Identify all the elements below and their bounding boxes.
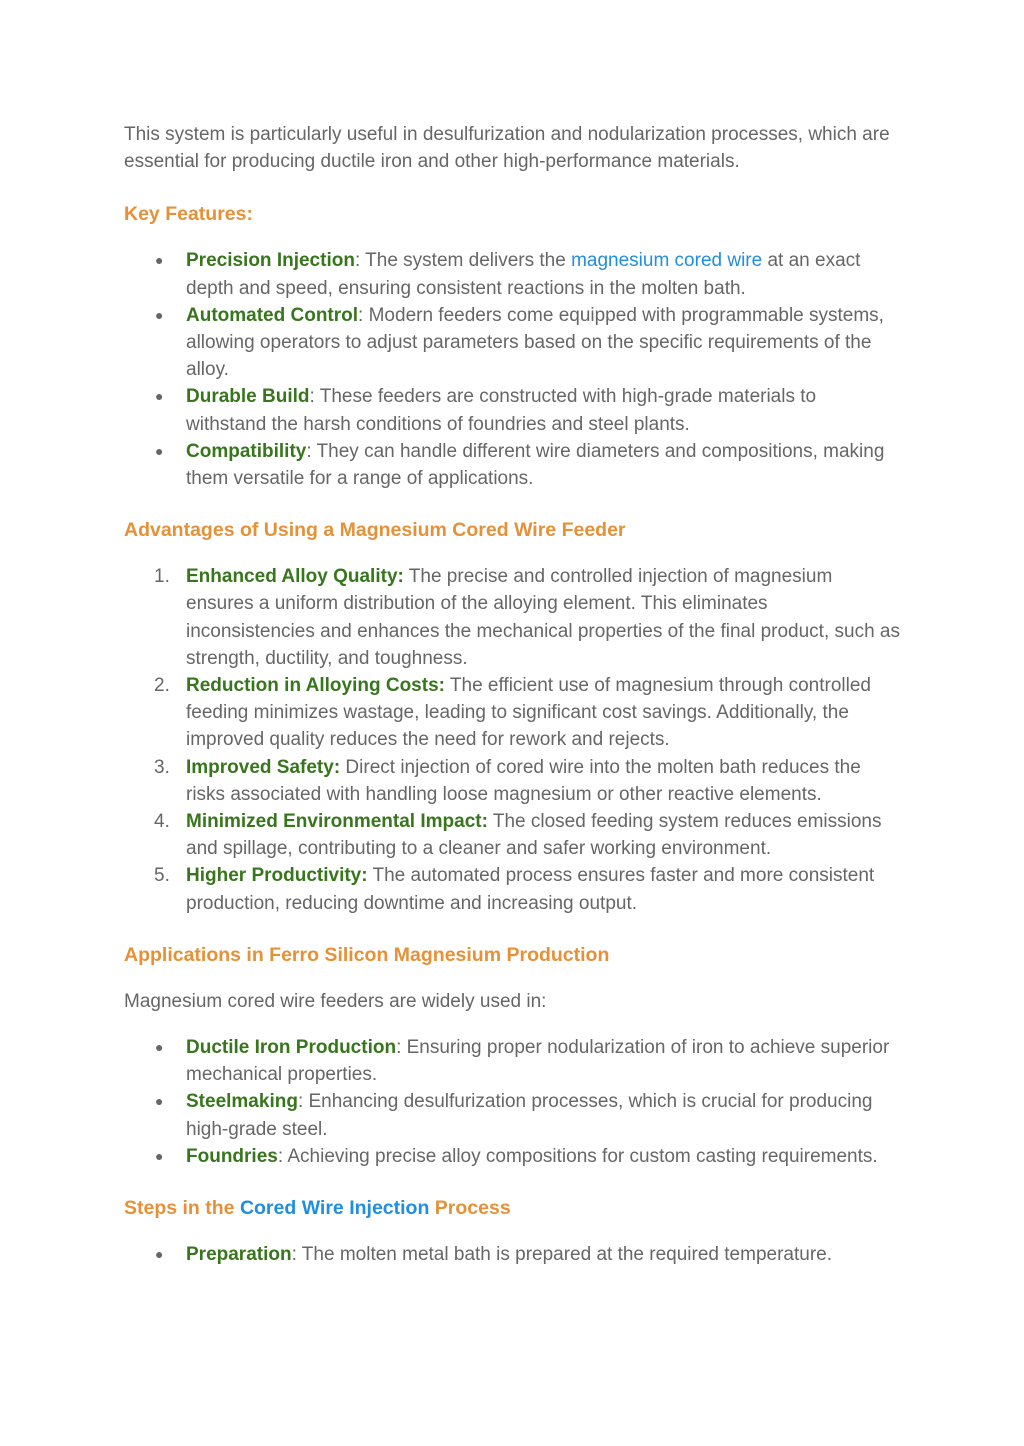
term-label: Ductile Iron Production: [186, 1037, 397, 1059]
item-number: 4.: [154, 811, 170, 833]
applications-lead: Magnesium cored wire feeders are widely used in:: [124, 990, 547, 1012]
list-item: [154, 672, 900, 754]
item-text: The efficient use of magnesium through controlled feeding minimizes wastage, leading to significant cost savings. Additionally, the improved quality reduces the need for rework and rejects.: [186, 675, 871, 751]
list-item: [155, 383, 900, 437]
term-label: Compatibility: [186, 440, 307, 462]
item-text: Direct injection of cored wire into the molten bath reduces the risks associated with handling loose magnesium or other reactive elements.: [186, 756, 861, 805]
term-label: Precision Injection: [186, 250, 355, 272]
term-label: Preparation: [186, 1244, 292, 1266]
item-text: at an exact depth and speed, ensuring consistent reactions in the molten bath.: [186, 250, 861, 299]
list-item: [154, 563, 900, 672]
cored-wire-injection-link[interactable]: Cored Wire Injection: [239, 1197, 430, 1220]
bullet-icon: ●: [155, 442, 164, 459]
applications-list: [124, 1034, 900, 1170]
magnesium-cored-wire-link[interactable]: magnesium cored wire: [571, 250, 763, 272]
term-label: Automated Control: [186, 304, 359, 326]
steps-heading: [124, 1195, 900, 1222]
term-label: Foundries: [186, 1145, 278, 1167]
term-label: Higher Productivity:: [186, 865, 368, 887]
item-text: The automated process ensures faster and more consistent production, reducing downtime and increasing output.: [186, 865, 875, 914]
list-item: [155, 438, 900, 492]
item-text: : Achieving precise alloy compositions for custom casting requirements.: [277, 1145, 878, 1167]
bullet-icon: ●: [155, 1147, 164, 1164]
bullet-icon: ●: [155, 1246, 164, 1263]
term-label: Durable Build: [186, 386, 310, 408]
bullet-icon: ●: [155, 306, 164, 323]
list-item: [155, 302, 900, 384]
bullet-icon: ●: [155, 388, 164, 405]
item-text: The closed feeding system reduces emissions and spillage, contributing to a cleaner and safer working environment.: [186, 811, 882, 860]
term-label: Minimized Environmental Impact:: [186, 811, 488, 833]
list-item: [155, 247, 900, 301]
item-number: 5.: [154, 865, 170, 887]
item-text: : Ensuring proper nodularization of iron to achieve superior mechanical properties.: [186, 1037, 890, 1086]
steps-list: [124, 1241, 900, 1268]
advantages-heading: Advantages of Using a Magnesium Cored Wire Feeder: [124, 519, 626, 542]
item-text: The precise and controlled injection of magnesium ensures a uniform distribution of the alloying element. This eliminates inconsistencies and enhances the mechanical properties of the final product, such as strength, ductility, and toughness.: [186, 566, 900, 669]
list-item: [154, 808, 900, 862]
bullet-icon: ●: [155, 1039, 164, 1056]
item-text: : The system delivers the: [354, 250, 572, 272]
item-text: : The molten metal bath is prepared at the required temperature.: [291, 1244, 832, 1266]
item-text: : They can handle different wire diameters and compositions, making them versatile for a range of applications.: [186, 440, 885, 490]
advantages-list: [124, 563, 900, 917]
item-number: 1.: [154, 566, 170, 588]
term-label: Improved Safety:: [186, 756, 341, 778]
bullet-icon: ●: [155, 252, 164, 269]
item-text: : Modern feeders come equipped with programmable systems, allowing operators to adjust parameters based on the specific requirements of the alloy.: [186, 304, 884, 381]
list-item: [154, 862, 900, 916]
item-number: 2.: [154, 675, 170, 697]
list-item: [155, 1034, 900, 1088]
list-item: [155, 1241, 900, 1268]
steps-heading-suffix: Process: [429, 1197, 511, 1220]
item-text: : These feeders are constructed with high-grade materials to withstand the harsh conditions of foundries and steel plants.: [186, 386, 817, 435]
list-item: [155, 1088, 900, 1142]
bullet-icon: ●: [155, 1093, 164, 1110]
term-label: Reduction in Alloying Costs:: [186, 675, 445, 697]
term-label: Enhanced Alloy Quality:: [186, 566, 404, 588]
applications-heading: Applications in Ferro Silicon Magnesium Production: [124, 943, 610, 966]
item-text: : Enhancing desulfurization processes, which is crucial for producing high-grade steel.: [186, 1091, 873, 1140]
list-item: [154, 754, 900, 808]
key-features-list: [124, 247, 900, 492]
item-number: 3.: [154, 756, 170, 778]
term-label: Steelmaking: [186, 1091, 298, 1113]
steps-heading-prefix: Steps in the: [124, 1197, 240, 1220]
intro-paragraph: This system is particularly useful in desulfurization and nodularization processes, which are essential for producing ductile iron and other high-performance materials.: [124, 124, 890, 173]
list-item: [155, 1143, 900, 1170]
key-features-heading: Key Features:: [124, 203, 253, 226]
